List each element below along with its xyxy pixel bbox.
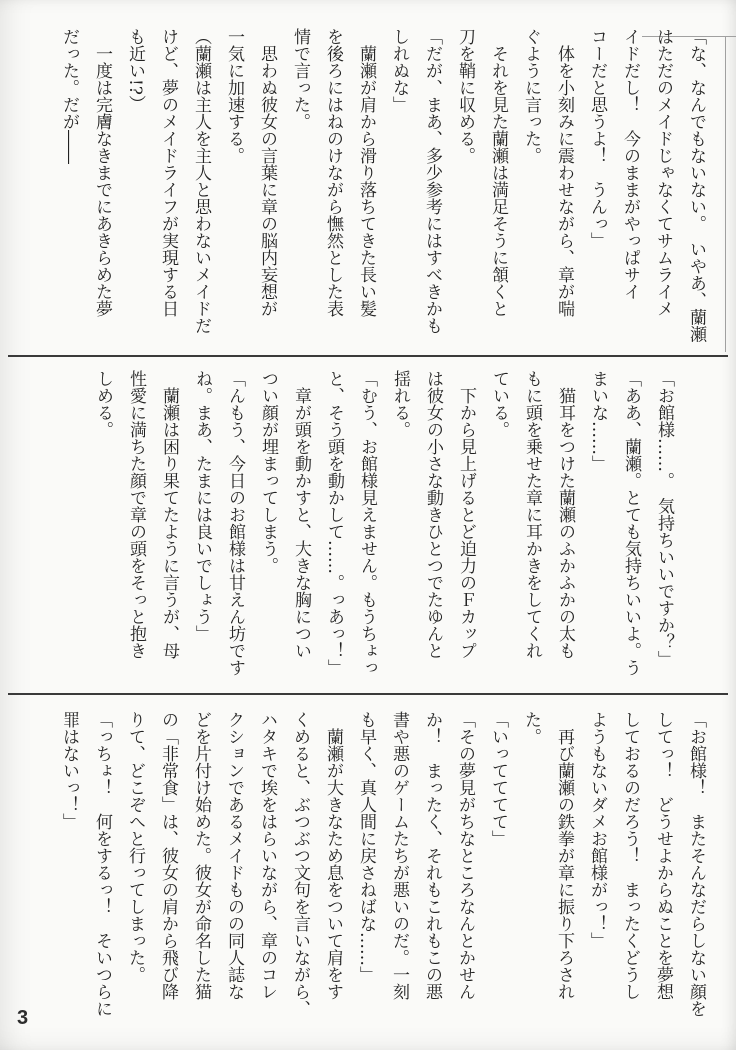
page-number: 3: [17, 1007, 29, 1029]
text-line: 一度は完膚なきまでにあきらめた夢: [92, 28, 112, 317]
text-line: クションであるメイドものの同人誌な: [224, 711, 244, 1000]
text-line: 思わぬ彼女の言葉に章の脳内妄想が: [257, 28, 277, 317]
text-line: 「その夢見がちなところなんとかせん: [455, 711, 475, 1000]
text-line: 一気に加速する。: [224, 28, 244, 164]
text-line: か！ まったく、それもこれもこの悪: [422, 711, 442, 1000]
text-line: 蘭瀬は困り果てたように言うが、母: [159, 370, 179, 659]
text-line: 蘭瀬が大きなため息をついて肩をす: [323, 711, 343, 1000]
text-line: （蘭瀬は主人を主人と思わないメイドだ: [191, 28, 211, 334]
text-line: 「むう、お館様見えません。もうちょっ: [357, 370, 377, 676]
text-line: 再び蘭瀬の鉄拳が章に振り下ろされ: [554, 711, 574, 1000]
text-line: りて、どこぞへと行ってしまった。: [125, 711, 145, 983]
text-line: 「っちょ！ 何をするっ！ そいつらに: [92, 711, 112, 1017]
text-line: コーだと思うよ！ うんっ」: [587, 28, 607, 249]
text-line: 「いってててて」: [488, 711, 508, 847]
text-line: しれぬな」: [389, 28, 409, 113]
text-line: 「お館様！ またそんなだらしない顔を: [686, 711, 706, 1017]
text-line: ようもないダメお館様がっ！」: [587, 711, 607, 949]
text-line: まいな……」: [588, 370, 608, 472]
text-line: 「お館様……。 気持ちいいですか？」: [654, 370, 674, 668]
text-line: 下から見上げるとど迫力のＦカップ: [456, 370, 476, 659]
text-line: も近い!?）: [125, 28, 145, 112]
text-line: もに頭を乗せた章に耳かきをしてくれ: [522, 370, 542, 659]
text-line: 刀を鞘に収める。: [455, 28, 475, 164]
text-line: 「んもう、今日のお館様は甘えん坊です: [225, 370, 245, 676]
text-line: ね。まあ、たまには良いでしょう」: [192, 370, 212, 642]
text-line: けど、夢のメイドライフが実現する日: [158, 28, 178, 317]
text-line: 「な、なんでもないない。 いやあ、蘭瀬: [686, 28, 706, 343]
text-line: しめる。: [93, 370, 113, 438]
text-line: と、そう頭を動かして……。っあっ！」: [324, 370, 344, 676]
text-line: 性愛に満ちた顔で章の頭をそっと抱き: [126, 370, 146, 659]
text-line: 体を小刻みに震わせながら、章が喘: [554, 28, 574, 317]
text-line: それを見た蘭瀬は満足そうに頷くと: [488, 28, 508, 317]
section-divider: [8, 693, 728, 695]
text-line: 情で言った。: [290, 28, 310, 130]
text-line: くめると、ぶつぶつ文句を言いながら、: [290, 711, 310, 1017]
text-line: してっ！ どうせよからぬことを夢想: [653, 711, 673, 1000]
text-line: イドだし！ 今のままがやっぱサイ: [620, 28, 640, 300]
text-line: も早く、真人間に戻さねばな……」: [356, 711, 376, 983]
section-divider: [8, 355, 728, 357]
text-line: 章が頭を動かすと、大きな胸につい: [291, 370, 311, 659]
text-line: はただのメイドじゃなくてサムライメ: [653, 28, 673, 317]
text-line: 「だが、まあ、多少参考にはすべきかも: [422, 28, 442, 334]
text-line: 蘭瀬が肩から滑り落ちてきた長い髪: [356, 28, 376, 317]
text-section-top: [0, 0, 736, 356]
text-line: だった。だが――: [59, 28, 79, 164]
text-line: しておるのだろう！ まったくどうし: [620, 711, 640, 1000]
text-line: ている。: [489, 370, 509, 438]
text-line: の「非常食」は、彼女の肩から飛び降: [158, 711, 178, 1000]
text-line: ハタキで埃をはらいながら、章のコレ: [257, 711, 277, 1000]
text-line: を後ろにはねのけながら憮然とした表: [323, 28, 343, 317]
text-line: 「ああ、蘭瀬。とても気持ちいいよ。う: [621, 370, 641, 676]
text-line: 揺れる。: [390, 370, 410, 438]
text-line: 書や悪のゲームたちが悪いのだ。一刻: [389, 711, 409, 1000]
text-line: ぐように言った。: [521, 28, 541, 164]
text-line: どを片付け始めた。彼女が命名した猫: [191, 711, 211, 1000]
text-line: 猫耳をつけた蘭瀬のふかふかの太も: [555, 370, 575, 659]
text-section-middle: [0, 358, 736, 694]
text-line: は彼女の小さな動きひとつでたゆんと: [423, 370, 443, 659]
text-line: つい顔が埋まってしまう。: [258, 370, 278, 574]
text-line: 罪はないっ！」: [59, 711, 79, 830]
text-line: た。: [521, 711, 541, 745]
text-section-bottom: [0, 696, 736, 1050]
